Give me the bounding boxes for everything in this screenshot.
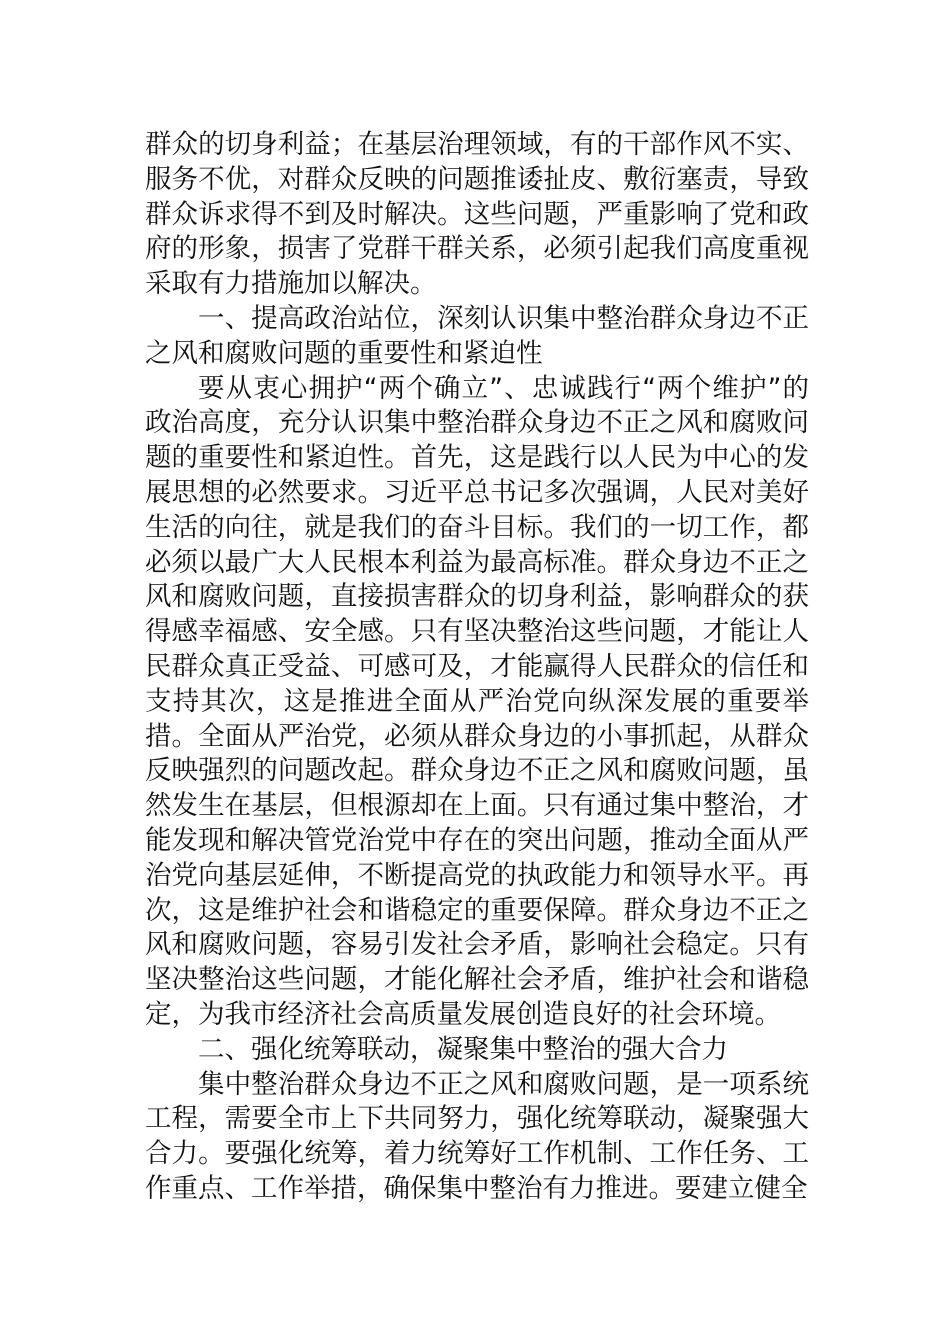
paragraph-section-1-body: 要从衷心拥护“两个确立”、忠诚践行“两个维护”的政治高度，充分认识集中整治群众身边不正之风和腐败问题的重要性和紧迫性。首先，这是践行以人民为中心的发展思想的必然要求。习近平总书记多次强调，人民对美好生活的向往，就是我们的奋斗目标。我们的一切工作，都必须以最广大人民根本利益为最高标准。群众身边不正之风和腐败问题，直接损害群众的切身利益，影响群众的获得感幸福感、安全感。只有坚决整治这些问题，才能让人民群众真正受益、可感可及，才能赢得人民群众的信任和支持其次，这是推进全面从严治党向纵深发展的重要举措。全面从严治党，必须从群众身边的小事抓起，从群众反映强烈的问题改起。群众身边不正之风和腐败问题，虽然发生在基层，但根源却在上面。只有通过集中整治，才能发现和解决管党治党中存在的突出问题，推动全面从严治党向基层延伸，不断提高党的执政能力和领导水平。再次，这是维护社会和谐稳定的重要保障。群众身边不正之风和腐败问题，容易引发社会矛盾，影响社会稳定。只有坚决整治这些问题，才能化解社会矛盾，维护社会和谐稳定，为我市经济社会高质量发展创造良好的社会环境。 bbox=[145, 372, 809, 1030]
section-heading-1: 一、提高政治站位，深刻认识集中整治群众身边不正之风和腐败问题的重要性和紧迫性 bbox=[145, 302, 809, 369]
document-body bbox=[145, 128, 809, 1207]
paragraph-section-2-body: 集中整治群众身边不正之风和腐败问题，是一项系统工程，需要全市上下共同努力，强化统筹联动，凝聚强大合力。要强化统筹，着力统筹好工作机制、工作任务、工作重点、工作举措，确保集中整治有力推进。要建立健全 bbox=[145, 1068, 809, 1204]
paragraph-continuation: 群众的切身利益；在基层治理领域，有的干部作风不实、服务不优，对群众反映的问题推诿扯皮、敷衍塞责，导致群众诉求得不到及时解决。这些问题，严重影响了党和政府的形象，损害了党群干群关系，必须引起我们高度重视采取有力措施加以解决。 bbox=[145, 129, 809, 300]
section-heading-2: 二、强化统筹联动，凝聚集中整治的强大合力 bbox=[198, 1033, 728, 1065]
